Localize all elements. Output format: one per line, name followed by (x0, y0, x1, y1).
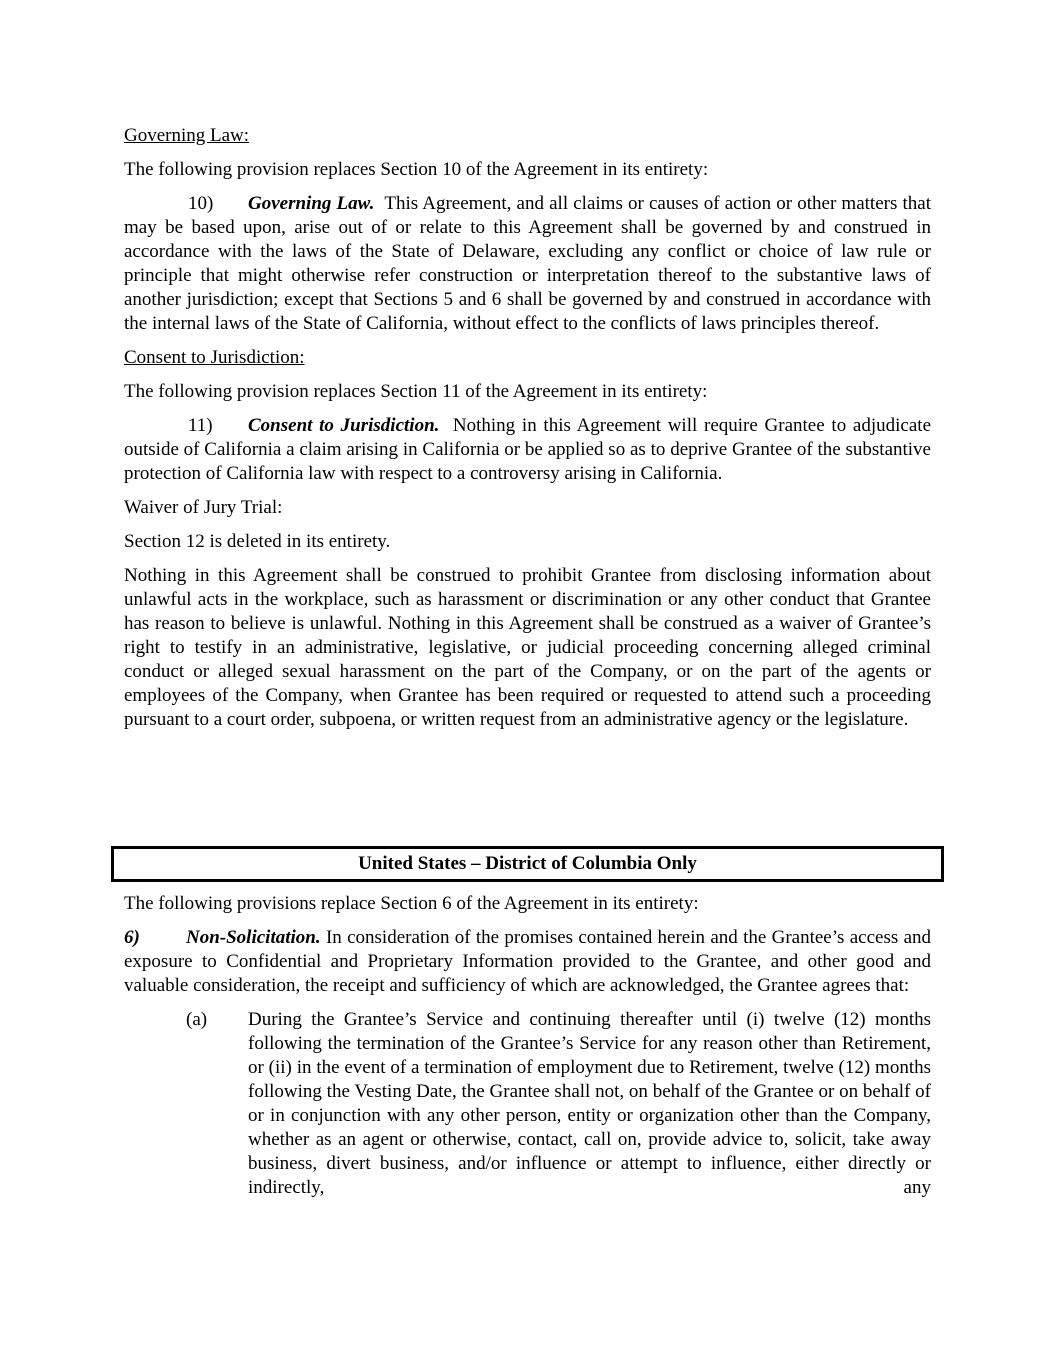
section-11-number: 11) (188, 415, 213, 436)
non-solicitation-provision (124, 926, 931, 998)
section-10-number: 10) (188, 193, 214, 214)
section-11-body: Nothing in this Agreement will require Grantee to adjudicate outside of California a claim arising in California or be applied so as to deprive Grantee of the substantive protection of California law with respect to a controversy arising in California. (124, 415, 932, 484)
sub-item-a-text: During the Grantee’s Service and continuing thereafter until (i) twelve (12) months following the termination of the Grantee’s Service for any reason other than Retirement, or (ii) in the event of a termination of employment due to Retirement, twelve (12) months following the Vesting Date, the Grantee shall not, on behalf of the Grantee or on behalf of or in conjunction with any other person, entity or organization other than the Company, whether as an agent or otherwise, contact, call on, provide advice to, solicit, take away business, divert business, and/or influence or attempt to influence, either directly or indirectly, any (248, 1009, 931, 1198)
section-6-number: 6) (124, 927, 140, 948)
governing-law-intro: The following provision replaces Section 10 of the Agreement in its entirety: (124, 159, 709, 180)
section-10-title: Governing Law. (248, 193, 375, 214)
governing-law-provision (124, 192, 931, 336)
governing-law-heading: Governing Law: (124, 125, 250, 146)
section-6-body: In consideration of the promises contained herein and the Grantee’s access and exposure to Confidential and Proprietary Information provided to the Grantee, and other good and valuable consideration, the receipt and sufficiency of which are acknowledged, the Grantee agrees that: (124, 927, 932, 996)
consent-provision (124, 414, 931, 486)
dc-section-box: United States – District of Columbia Only (111, 846, 944, 882)
document-page (124, 124, 931, 742)
section-10-body: This Agreement, and all claims or causes of action or other matters that may be based upon, arise out of or relate to this Agreement shall be governed by and construed in accordance with the laws of the State of Delaware, excluding any conflict or choice of law rule or principle that might otherwise refer construction or interpretation thereof to the substantive laws of another jurisdiction; except that Sections 5 and 6 shall be governed by and construed in accordance with the internal laws of the State of California, without effect to the conflicts of laws principles thereof. (124, 193, 931, 334)
sub-item-a-label: (a) (186, 1009, 208, 1030)
jury-deleted-note: Section 12 is deleted in its entirety. (124, 531, 391, 552)
jury-heading: Waiver of Jury Trial: (124, 497, 283, 518)
consent-intro: The following provision replaces Section 11 of the Agreement in its entirety: (124, 381, 708, 402)
dc-intro: The following provisions replace Section 6 of the Agreement in its entirety: (124, 893, 699, 914)
section-6-title: Non-Solicitation. (186, 927, 321, 948)
consent-heading: Consent to Jurisdiction: (124, 347, 305, 368)
section-11-title: Consent to Jurisdiction. (248, 415, 440, 436)
dc-section-content (124, 892, 931, 1200)
sub-item-a (124, 1008, 931, 1200)
jury-body: Nothing in this Agreement shall be construed to prohibit Grantee from disclosing information about unlawful acts in the workplace, such as harassment or discrimination or any other conduct that Grantee has reason to believe is unlawful. Nothing in this Agreement shall be construed as a waiver of Grantee’s right to testify in an administrative, legislative, or judicial proceeding concerning alleged criminal conduct or alleged sexual harassment on the part of the Company, or on the part of the agents or employees of the Company, when Grantee has been required or requested to attend such a proceeding pursuant to a court order, subpoena, or written request from an administrative agency or the legislature. (124, 565, 931, 730)
